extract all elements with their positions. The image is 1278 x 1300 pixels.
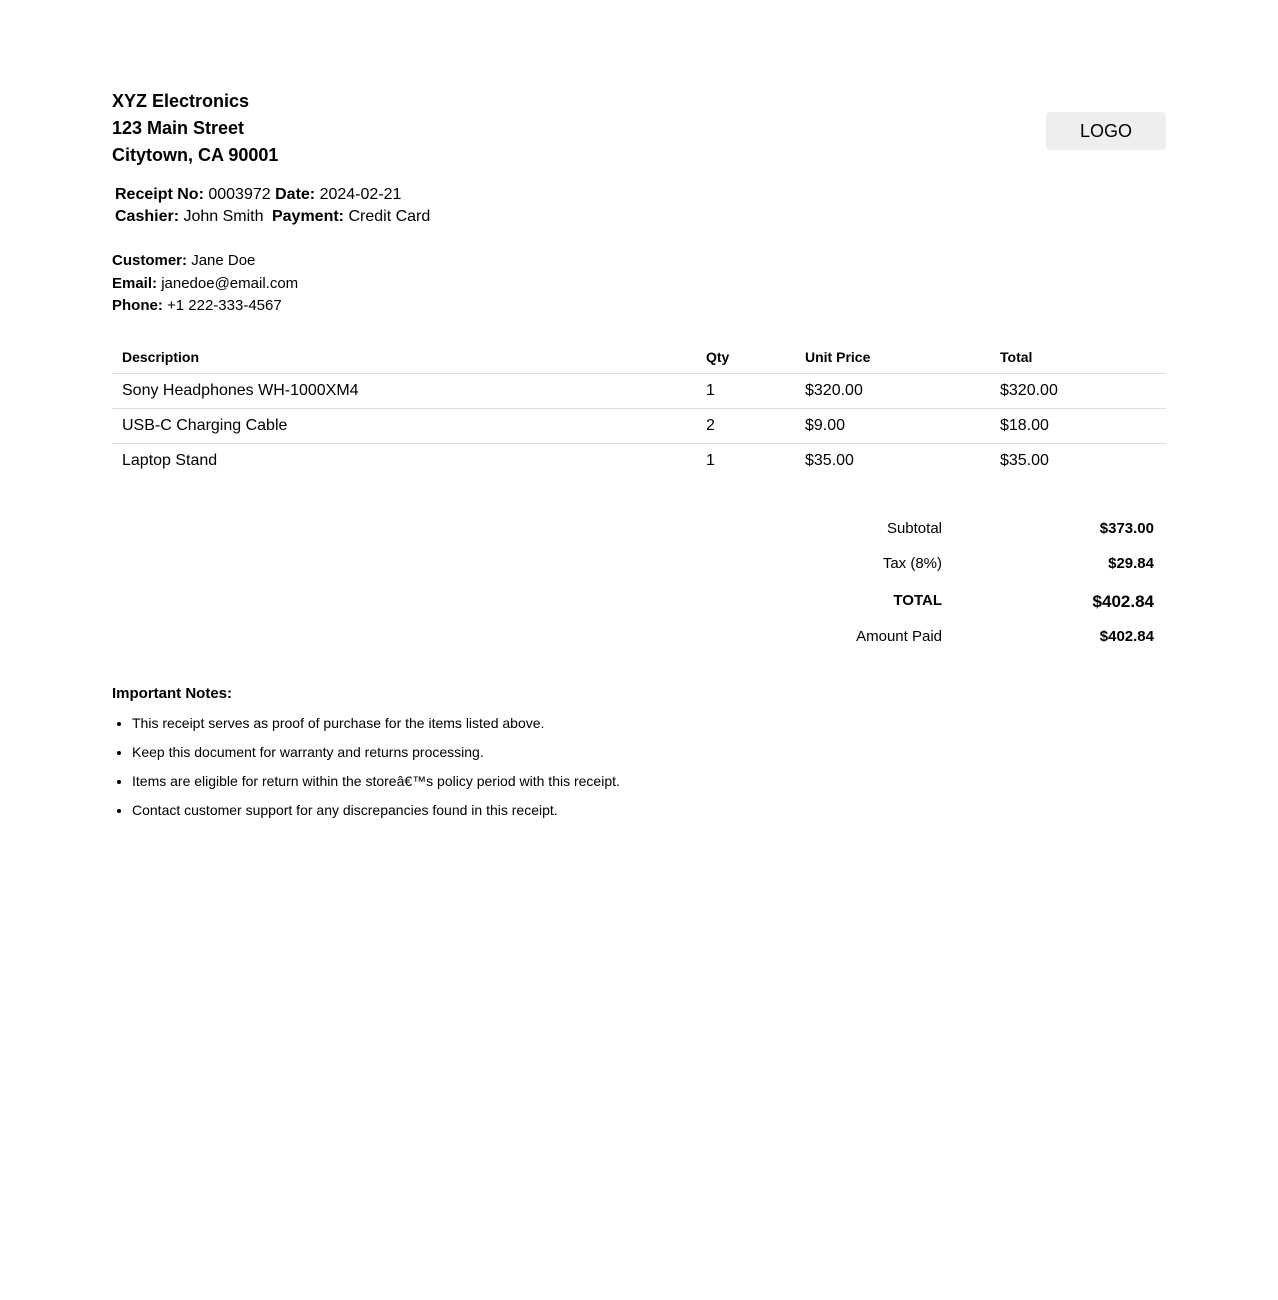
meta-line-2 — [115, 206, 1166, 228]
grand-total-value: $402.84 — [1092, 591, 1154, 611]
receipt-page — [112, 88, 1166, 825]
customer-phone-value: +1 222-333-4567 — [167, 297, 282, 314]
header-description: Description — [112, 341, 696, 374]
item-total: $320.00 — [990, 373, 1166, 408]
table-header-row — [112, 341, 1166, 374]
customer-email-line — [112, 273, 1166, 296]
tax-value: $29.84 — [1108, 554, 1154, 572]
list-item: • This receipt serves as proof of purchase for the items listed above. — [132, 709, 1166, 738]
company-info — [112, 88, 1166, 169]
item-description: Laptop Stand — [122, 451, 218, 469]
item-description: USB-C Charging Cable — [112, 408, 696, 443]
item-unit-price: $9.00 — [795, 408, 990, 443]
header-qty: Qty — [696, 341, 795, 374]
notes-list — [112, 709, 1166, 825]
list-item: • Items are eligible for return within the storeâ€™s policy period with this receipt. — [132, 767, 1166, 796]
grand-total-row — [112, 584, 1166, 622]
customer-phone-line — [112, 295, 1166, 318]
receipt-header — [112, 88, 1166, 184]
date-label: Date: — [275, 186, 316, 203]
receipt-meta — [115, 184, 1166, 228]
tax-label: Tax (8%) — [882, 554, 942, 572]
payment-value: Credit Card — [348, 208, 431, 225]
customer-email-value: janedoe@email.com — [161, 274, 299, 292]
customer-name-line — [112, 250, 1166, 273]
payment-label: Payment: — [271, 208, 345, 225]
receipt-number-label: Receipt No: — [115, 186, 204, 203]
list-item: • Keep this document for warranty and returns processing. — [132, 738, 1166, 767]
item-description: Sony Headphones WH-1000XM4 — [112, 373, 696, 408]
items-table — [112, 341, 1166, 478]
important-notes — [112, 683, 1166, 825]
subtotal-row — [112, 514, 1166, 549]
meta-line-1 — [115, 184, 1166, 206]
header-total: Total — [990, 341, 1166, 374]
company-city: Citytown, CA 90001 — [112, 145, 279, 165]
totals-section — [112, 514, 1166, 657]
item-unit-price: $320.00 — [795, 373, 990, 408]
tax-row — [112, 549, 1166, 584]
amount-paid-row — [112, 622, 1166, 657]
item-total: $18.00 — [990, 408, 1166, 443]
customer-name-value: Jane Doe — [191, 252, 256, 269]
list-item: • Contact customer support for any discrepancies found in this receipt. — [132, 796, 1166, 825]
item-qty: 1 — [696, 373, 795, 408]
amount-paid-label: Amount Paid — [856, 627, 942, 645]
table-row — [112, 443, 1166, 478]
item-unit-price: $35.00 — [805, 451, 854, 469]
customer-email-label: Email: — [112, 274, 158, 292]
company-name: XYZ Electronics — [112, 91, 250, 111]
notes-title: Important Notes: — [112, 684, 232, 702]
table-row — [112, 408, 1166, 443]
cashier-label: Cashier: — [115, 208, 180, 225]
grand-total-label: TOTAL — [893, 591, 942, 609]
cashier-value: John Smith — [183, 208, 264, 225]
company-street: 123 Main Street — [112, 118, 245, 138]
date-value: 2024-02-21 — [319, 186, 402, 203]
subtotal-value: $373.00 — [1099, 519, 1154, 537]
customer-info — [112, 250, 1166, 318]
item-total: $35.00 — [1000, 451, 1049, 469]
header-unit-price: Unit Price — [795, 341, 990, 374]
customer-name-label: Customer: — [112, 252, 188, 269]
company-logo: LOGO — [1046, 112, 1166, 150]
customer-phone-label: Phone: — [112, 297, 163, 314]
table-row — [112, 373, 1166, 408]
amount-paid-value: $402.84 — [1099, 627, 1154, 645]
receipt-number-value: 0003972 — [208, 186, 271, 203]
item-qty: 1 — [706, 451, 715, 469]
subtotal-label: Subtotal — [886, 519, 942, 537]
item-qty: 2 — [696, 408, 795, 443]
